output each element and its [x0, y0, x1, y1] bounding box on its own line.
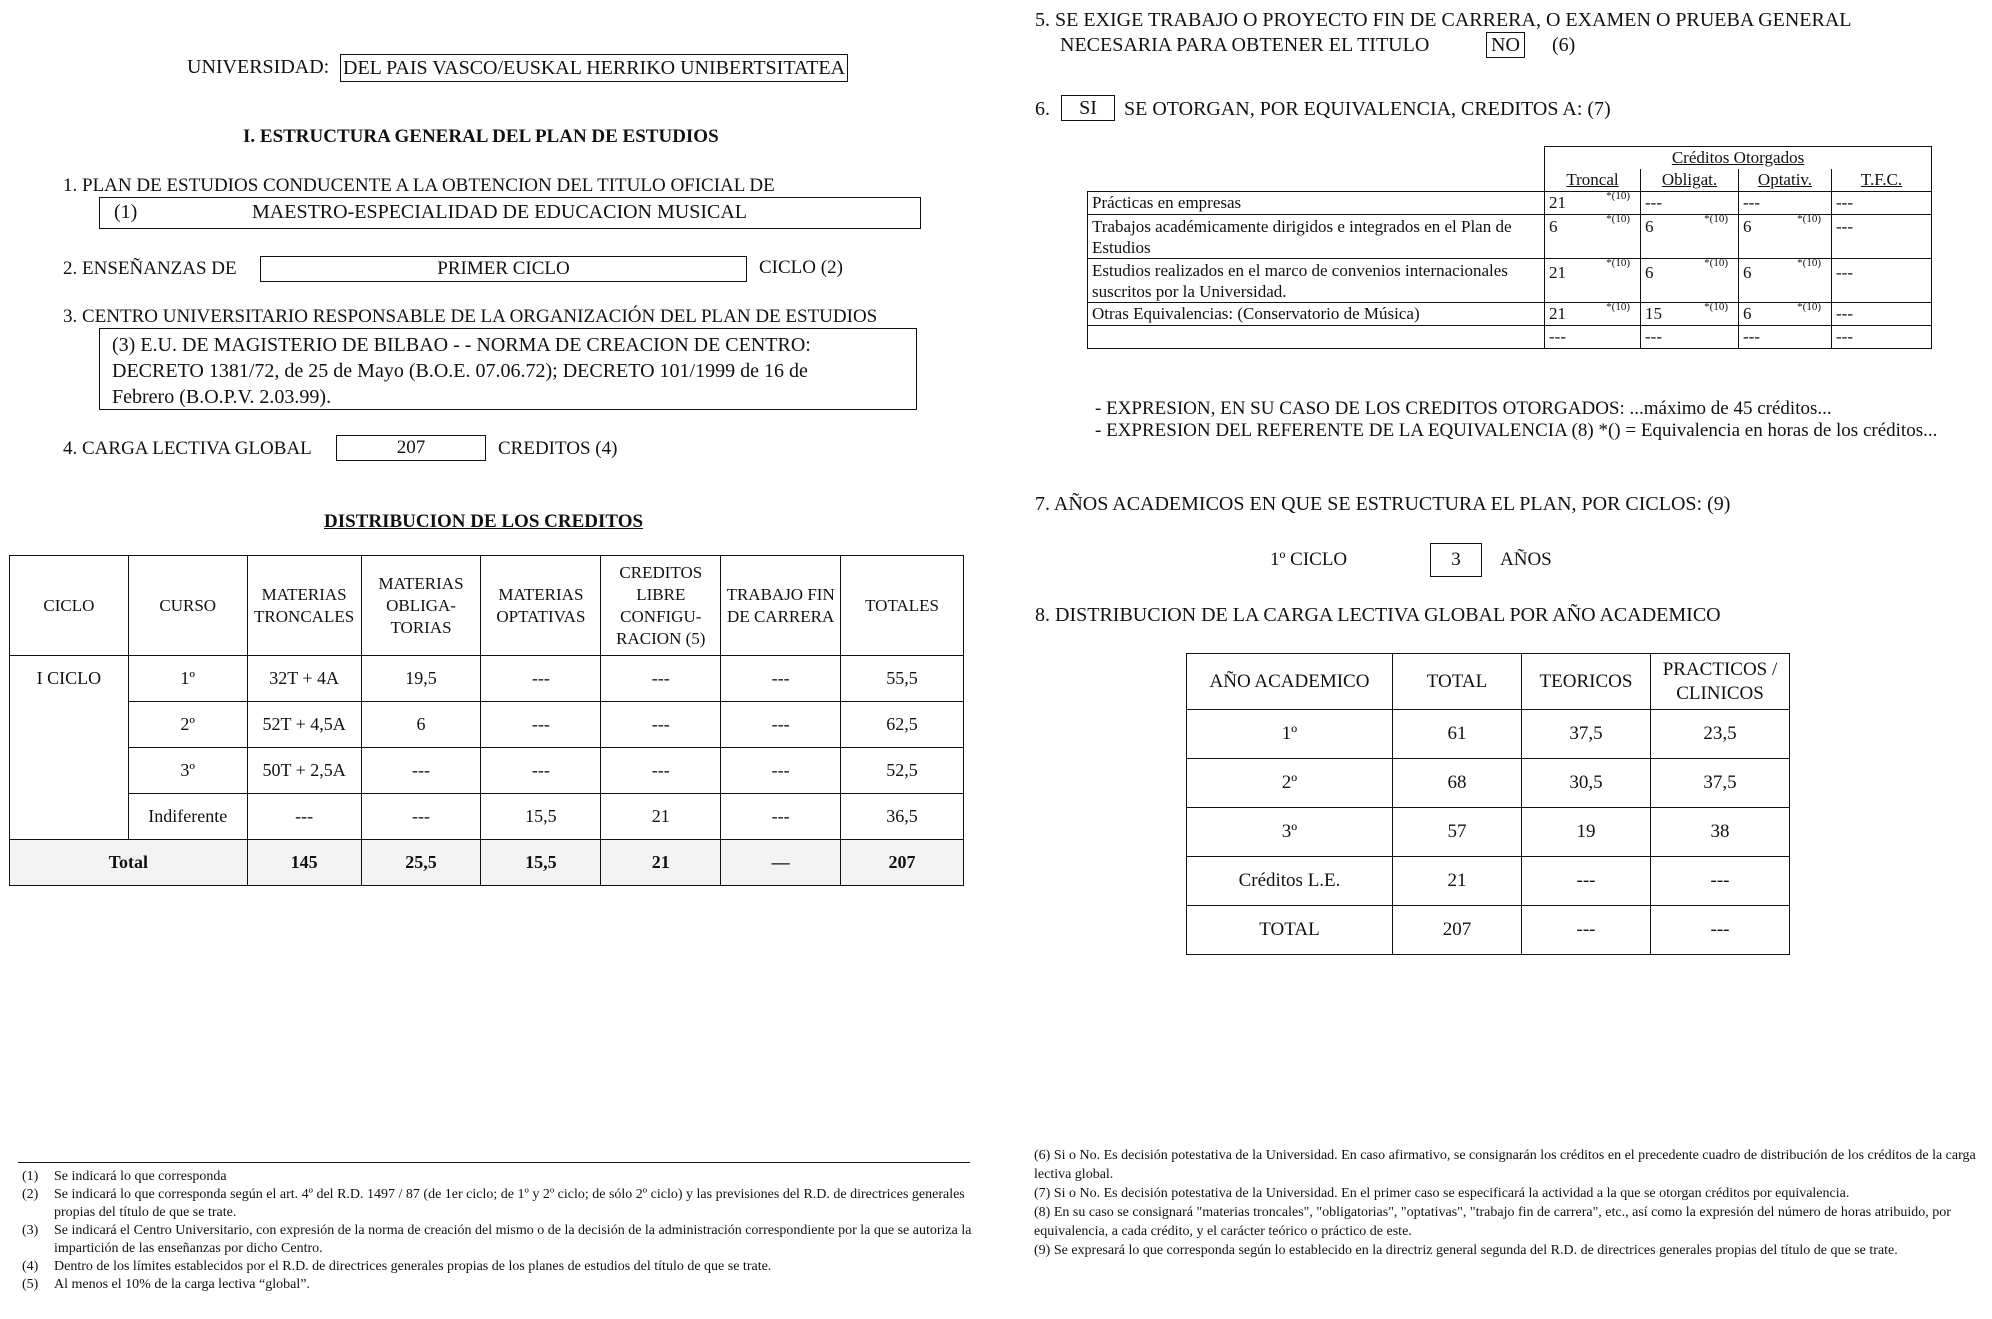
dist-cell: --- [361, 748, 481, 794]
cred-cell [1832, 192, 1932, 215]
anio-header: PRACTICOS / CLINICOS [1651, 654, 1790, 710]
universidad-label: UNIVERSIDAD: [187, 56, 330, 78]
dist-cell: 6 [361, 702, 481, 748]
footnote-item: (9) Se expresará lo que corresponda según lo establecido en la directriz general segunda del R.D. de directrices generales propias del título de que se trate. [1034, 1243, 1898, 1258]
cred-cell [1832, 215, 1932, 259]
item7-suffix: AÑOS [1500, 549, 1552, 570]
table-row [1187, 710, 1790, 759]
dist-cell: 62,5 [841, 702, 964, 748]
dist-total-cell: 207 [841, 840, 964, 886]
dist-cell: 36,5 [841, 794, 964, 840]
cred-sup: *(10) [1606, 257, 1630, 269]
anio-cell: --- [1522, 906, 1651, 955]
cred-cell [1832, 259, 1932, 303]
item5-line1: 5. SE EXIGE TRABAJO O PROYECTO FIN DE CARRERA, O EXAMEN O PRUEBA GENERAL [1035, 9, 1852, 31]
dist-header: MATERIAS TRONCALES [247, 556, 361, 656]
anio-cell: 37,5 [1522, 710, 1651, 759]
table-row [1187, 759, 1790, 808]
table-row [1088, 259, 1932, 303]
dist-cell: 3º [128, 748, 247, 794]
footnote-item: (7) Si o No. Es decisión potestativa de la Universidad. En el primer caso se especificará la actividad a la que se otorgan créditos por equivalencia. [1034, 1186, 1850, 1201]
item5-suffix: (6) [1552, 34, 1576, 56]
dist-header: TRABAJO FIN DE CARRERA [721, 556, 841, 656]
cred-value: 6 [1743, 263, 1752, 282]
anio-cell: 2º [1187, 759, 1393, 808]
cred-cell [1739, 326, 1832, 349]
item5-value: NO [1486, 32, 1525, 58]
item3-box [99, 328, 917, 410]
cred-value: --- [1836, 217, 1853, 236]
cred-sup: *(10) [1797, 301, 1821, 313]
dist-total-cell: 145 [247, 840, 361, 886]
cred-value: --- [1743, 193, 1760, 212]
item8-label: 8. DISTRIBUCION DE LA CARGA LECTIVA GLOBAL POR AÑO ACADEMICO [1035, 604, 1721, 626]
dist-cell: 50T + 2,5A [247, 748, 361, 794]
cred-group-header: Créditos Otorgados [1545, 147, 1932, 170]
anio-cell: 21 [1393, 857, 1522, 906]
anio-header: TEORICOS [1522, 654, 1651, 710]
footnote-number: (2) [22, 1187, 39, 1202]
table-row [1088, 303, 1932, 326]
cred-cell [1641, 192, 1739, 215]
item1-ref: (1) [114, 201, 138, 223]
dist-total-cell: 15,5 [481, 840, 601, 886]
item3-line1: (3) E.U. DE MAGISTERIO DE BILBAO - - NORMA DE CREACION DE CENTRO: [112, 334, 811, 356]
item2-suffix: CICLO (2) [759, 257, 843, 278]
anio-cell: 37,5 [1651, 759, 1790, 808]
item6-value: SI [1061, 95, 1115, 121]
cred-cell [1739, 215, 1832, 259]
item7-ciclo: 1º CICLO [1270, 549, 1348, 570]
cred-sup: *(10) [1704, 257, 1728, 269]
anio-cell: 57 [1393, 808, 1522, 857]
dist-cell: 2º [128, 702, 247, 748]
anio-cell: Créditos L.E. [1187, 857, 1393, 906]
anio-cell: 30,5 [1522, 759, 1651, 808]
table-row [10, 702, 964, 748]
footnote-item [22, 1186, 972, 1222]
dist-cell: --- [481, 702, 601, 748]
dist-header: MATERIAS OBLIGA-TORIAS [361, 556, 481, 656]
table-row [10, 794, 964, 840]
item4-value: 207 [336, 435, 486, 461]
cred-cell [1832, 326, 1932, 349]
footnote-item: (6) Si o No. Es decisión potestativa de la Universidad. En caso afirmativo, se consignarán los créditos en el precedente cuadro de distribución de los créditos de la carga lectiva global. [1034, 1148, 1976, 1182]
cred-cell [1739, 303, 1832, 326]
footnote-text: Se indicará el Centro Universitario, con expresión de la norma de creación del mismo o de la decisión de la administración correspondiente por la que se autoriza la impartición de las enseñanzas por dicho Centro. [54, 1223, 972, 1256]
anio-header: TOTAL [1393, 654, 1522, 710]
table-row [10, 656, 964, 702]
dist-cell: 52,5 [841, 748, 964, 794]
item3-label: 3. CENTRO UNIVERSITARIO RESPONSABLE DE LA ORGANIZACIÓN DEL PLAN DE ESTUDIOS [63, 306, 878, 327]
cred-value: --- [1836, 304, 1853, 323]
dist-header: TOTALES [841, 556, 964, 656]
cred-value: --- [1836, 263, 1853, 282]
dist-cell: --- [721, 702, 841, 748]
anio-cell: --- [1522, 857, 1651, 906]
dist-total-cell: 21 [601, 840, 721, 886]
item3-line3: Febrero (B.O.P.V. 2.03.99). [112, 386, 332, 408]
cred-cell [1641, 326, 1739, 349]
item6-num: 6. [1035, 98, 1050, 120]
cred-sup: *(10) [1797, 213, 1821, 225]
cred-value: --- [1645, 193, 1662, 212]
table-row [1088, 192, 1932, 215]
cred-col-header: Optativ. [1739, 169, 1832, 192]
cred-sup: *(10) [1606, 213, 1630, 225]
cred-sup: *(10) [1606, 301, 1630, 313]
cred-value: 6 [1645, 263, 1654, 282]
table-row [10, 748, 964, 794]
cred-value: 6 [1645, 217, 1654, 236]
cred-value: 21 [1549, 193, 1566, 212]
table-total-row [10, 840, 964, 886]
creditos-otorgados-table [1087, 146, 1932, 349]
cred-value: 6 [1743, 304, 1752, 323]
anio-cell: --- [1651, 857, 1790, 906]
cred-col-header: Obligat. [1641, 169, 1739, 192]
anio-cell: 23,5 [1651, 710, 1790, 759]
cred-cell [1545, 215, 1641, 259]
footnote-item [22, 1168, 972, 1186]
dist-title: DISTRIBUCION DE LOS CREDITOS [324, 511, 644, 532]
footnote-number: (1) [22, 1169, 39, 1184]
item1-value: MAESTRO-ESPECIALIDAD DE EDUCACION MUSICAL [252, 201, 747, 223]
footnote-text: Al menos el 10% de la carga lectiva “global”. [54, 1277, 310, 1292]
footnote-text: Se indicará lo que corresponda [54, 1169, 227, 1184]
cred-row-label: Estudios realizados en el marco de convenios internacionales suscritos por la Universidad. [1088, 259, 1545, 303]
footnote-item [22, 1276, 972, 1294]
dist-cell: 1º [128, 656, 247, 702]
item6-text: SE OTORGAN, POR EQUIVALENCIA, CREDITOS A: (7) [1124, 98, 1611, 120]
cred-value: --- [1743, 327, 1760, 346]
dist-cell: --- [601, 748, 721, 794]
item4-suffix: CREDITOS (4) [498, 438, 618, 459]
dist-cell: 19,5 [361, 656, 481, 702]
dist-cell: --- [481, 656, 601, 702]
cred-col-header: T.F.C. [1832, 169, 1932, 192]
expr-creditos: - EXPRESION, EN SU CASO DE LOS CREDITOS OTORGADOS: ...máximo de 45 créditos... [1095, 398, 1832, 419]
item2-value: PRIMER CICLO [260, 256, 747, 282]
item1-box [99, 197, 921, 229]
table-row [1088, 215, 1932, 259]
item7-label: 7. AÑOS ACADEMICOS EN QUE SE ESTRUCTURA EL PLAN, POR CICLOS: (9) [1035, 493, 1731, 515]
dist-header: CICLO [10, 556, 129, 656]
dist-total-cell: — [721, 840, 841, 886]
footnote-number: (3) [22, 1223, 39, 1238]
cred-value: 21 [1549, 304, 1566, 323]
table-row [1088, 326, 1932, 349]
anio-cell: 1º [1187, 710, 1393, 759]
dist-cell: Indiferente [128, 794, 247, 840]
item4-label: 4. CARGA LECTIVA GLOBAL [63, 438, 312, 459]
anio-cell: 68 [1393, 759, 1522, 808]
dist-header: MATERIAS OPTATIVAS [481, 556, 601, 656]
dist-cell: 21 [601, 794, 721, 840]
universidad-value: DEL PAIS VASCO/EUSKAL HERRIKO UNIBERTSITATEA [340, 54, 848, 82]
dist-cell: --- [601, 702, 721, 748]
footnote-divider [18, 1162, 970, 1163]
footnotes-right [1034, 1146, 1984, 1260]
cred-row-label: Otras Equivalencias: (Conservatorio de Música) [1088, 303, 1545, 326]
footnote-item [22, 1258, 972, 1276]
cred-cell [1545, 192, 1641, 215]
dist-cell: --- [721, 656, 841, 702]
footnotes-left [22, 1168, 972, 1294]
cred-cell [1641, 259, 1739, 303]
dist-cell: --- [721, 748, 841, 794]
dist-cell: --- [601, 656, 721, 702]
cred-cell [1739, 259, 1832, 303]
cred-cell [1641, 303, 1739, 326]
cred-cell [1832, 303, 1932, 326]
anio-header: AÑO ACADEMICO [1187, 654, 1393, 710]
item3-line2: DECRETO 1381/72, de 25 de Mayo (B.O.E. 07.06.72); DECRETO 101/1999 de 16 de [112, 360, 808, 382]
cred-cell [1545, 326, 1641, 349]
dist-header: CREDITOS LIBRE CONFIGU-RACION (5) [601, 556, 721, 656]
footnote-text: Se indicará lo que corresponda según el art. 4º del R.D. 1497 / 87 (de 1er ciclo; de 1º y 2º ciclo; de sólo 2º ciclo) y las previsiones del R.D. de directrices generales propias del título de que se trate. [54, 1187, 965, 1220]
distribution-table [9, 555, 964, 886]
cred-cell [1739, 192, 1832, 215]
cred-value: --- [1549, 327, 1566, 346]
cred-value: 15 [1645, 304, 1662, 323]
table-row [1187, 906, 1790, 955]
dist-total-cell: 25,5 [361, 840, 481, 886]
cred-cell [1545, 259, 1641, 303]
item7-value: 3 [1430, 543, 1482, 577]
cred-sup: *(10) [1704, 301, 1728, 313]
dist-cell: --- [247, 794, 361, 840]
dist-cell: I CICLO [10, 656, 129, 840]
table-row [1187, 808, 1790, 857]
anio-cell: 38 [1651, 808, 1790, 857]
anio-cell: --- [1651, 906, 1790, 955]
item5-line2: NECESARIA PARA OBTENER EL TITULO [1060, 34, 1430, 56]
dist-cell: --- [721, 794, 841, 840]
cred-value: --- [1836, 327, 1853, 346]
dist-cell: 32T + 4A [247, 656, 361, 702]
dist-cell: --- [481, 748, 601, 794]
dist-cell: 15,5 [481, 794, 601, 840]
anio-cell: 207 [1393, 906, 1522, 955]
dist-cell: --- [361, 794, 481, 840]
cred-value: 21 [1549, 263, 1566, 282]
cred-row-label: Trabajos académicamente dirigidos e integrados en el Plan de Estudios [1088, 215, 1545, 259]
dist-cell: 55,5 [841, 656, 964, 702]
footnote-item: (8) En su caso se consignará "materias troncales", "obligatorias", "optativas", "trabajo fin de carrera", etc., así como la expresión del número de horas atribuido, por equivalencia, a cada crédito, y el carácter teórico o práctico de este. [1034, 1205, 1951, 1239]
footnote-text: Dentro de los límites establecidos por el R.D. de directrices generales propias de los planes de estudios del título de que se trate. [54, 1259, 772, 1274]
footnote-item [22, 1222, 972, 1258]
dist-header: CURSO [128, 556, 247, 656]
dist-header-row [10, 556, 964, 656]
footnote-number: (4) [22, 1259, 39, 1274]
anio-academico-table [1186, 653, 1790, 955]
cred-cell [1545, 303, 1641, 326]
cred-sup: *(10) [1606, 190, 1630, 202]
cred-row-label: Prácticas en empresas [1088, 192, 1545, 215]
item2-label: 2. ENSEÑANZAS DE [63, 258, 237, 279]
cred-value: 6 [1743, 217, 1752, 236]
cred-value: 6 [1549, 217, 1558, 236]
cred-value: --- [1645, 327, 1662, 346]
anio-cell: 3º [1187, 808, 1393, 857]
expr-referente: - EXPRESION DEL REFERENTE DE LA EQUIVALENCIA (8) *() = Equivalencia en horas de los créditos... [1095, 420, 1938, 441]
section-title: I. ESTRUCTURA GENERAL DEL PLAN DE ESTUDIOS [243, 126, 719, 147]
cred-row-label [1088, 326, 1545, 349]
table-row [1187, 857, 1790, 906]
cred-value: --- [1836, 193, 1853, 212]
dist-total-cell: Total [10, 840, 248, 886]
anio-header-row [1187, 654, 1790, 710]
cred-cell [1641, 215, 1739, 259]
cred-col-header: Troncal [1545, 169, 1641, 192]
item1-label: 1. PLAN DE ESTUDIOS CONDUCENTE A LA OBTENCION DEL TITULO OFICIAL DE [63, 175, 775, 196]
cred-sup: *(10) [1704, 213, 1728, 225]
dist-cell: 52T + 4,5A [247, 702, 361, 748]
anio-cell: TOTAL [1187, 906, 1393, 955]
footnote-number: (5) [22, 1277, 39, 1292]
anio-cell: 19 [1522, 808, 1651, 857]
anio-cell: 61 [1393, 710, 1522, 759]
cred-sup: *(10) [1797, 257, 1821, 269]
